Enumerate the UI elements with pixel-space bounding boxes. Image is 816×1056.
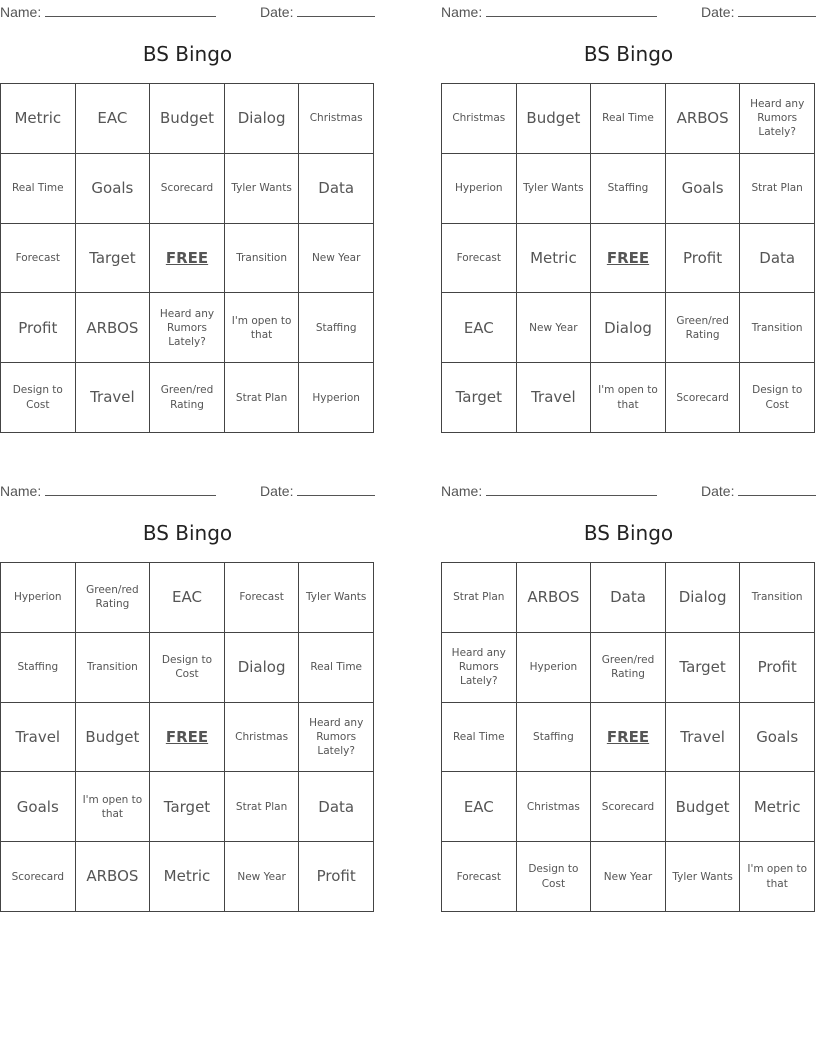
bingo-cell[interactable]: Tyler Wants xyxy=(225,154,300,224)
bingo-cell[interactable]: Goals xyxy=(666,154,741,224)
bingo-cell[interactable]: New Year xyxy=(225,842,300,912)
card-header xyxy=(441,2,816,20)
date-label: Date: xyxy=(260,4,294,20)
name-label: Name: xyxy=(441,4,483,20)
bingo-cell[interactable]: Heard any Rumors Lately? xyxy=(442,633,517,703)
free-space-cell[interactable]: FREE xyxy=(150,224,225,294)
bingo-cell[interactable]: Real Time xyxy=(1,154,76,224)
bingo-cell[interactable]: ARBOS xyxy=(666,84,741,154)
bingo-cell[interactable]: Christmas xyxy=(442,84,517,154)
card-header xyxy=(441,481,816,499)
bingo-cell[interactable]: ARBOS xyxy=(76,842,151,912)
date-label: Date: xyxy=(701,4,735,20)
bingo-cell[interactable]: EAC xyxy=(442,293,517,363)
date-field[interactable] xyxy=(701,2,816,20)
bingo-cell[interactable]: Strat Plan xyxy=(740,154,815,224)
name-field[interactable] xyxy=(441,2,657,20)
bingo-cell[interactable]: Real Time xyxy=(442,703,517,773)
bingo-cell[interactable]: Budget xyxy=(76,703,151,773)
name-blank-line[interactable] xyxy=(45,481,216,496)
name-blank-line[interactable] xyxy=(45,2,216,17)
bingo-grid xyxy=(0,562,374,912)
free-space-cell[interactable]: FREE xyxy=(591,703,666,773)
bingo-cell[interactable]: Target xyxy=(666,633,741,703)
bingo-cell[interactable]: Forecast xyxy=(1,224,76,294)
date-blank-line[interactable] xyxy=(738,2,816,17)
name-blank-line[interactable] xyxy=(486,2,657,17)
bingo-cell[interactable]: I'm open to that xyxy=(225,293,300,363)
bingo-cell[interactable]: Real Time xyxy=(299,633,374,703)
bingo-cell[interactable]: EAC xyxy=(150,563,225,633)
name-blank-line[interactable] xyxy=(486,481,657,496)
date-field[interactable] xyxy=(260,481,375,499)
bingo-cell[interactable]: Green/red Rating xyxy=(150,363,225,433)
bingo-cell[interactable]: Strat Plan xyxy=(442,563,517,633)
bingo-cell[interactable]: Dialog xyxy=(225,633,300,703)
bingo-cell[interactable]: Forecast xyxy=(442,224,517,294)
bingo-cell[interactable]: Budget xyxy=(517,84,592,154)
date-label: Date: xyxy=(701,483,735,499)
bingo-grid xyxy=(0,83,374,433)
bingo-cell[interactable]: Hyperion xyxy=(517,633,592,703)
bingo-cell[interactable]: Travel xyxy=(76,363,151,433)
bingo-cell[interactable]: Target xyxy=(442,363,517,433)
bingo-cell[interactable]: Travel xyxy=(666,703,741,773)
bingo-cell[interactable]: Transition xyxy=(76,633,151,703)
bingo-cell[interactable]: Hyperion xyxy=(299,363,374,433)
card-header xyxy=(0,481,375,499)
bingo-cell[interactable]: Design to Cost xyxy=(150,633,225,703)
bingo-cell[interactable]: Transition xyxy=(740,293,815,363)
bingo-cell[interactable]: I'm open to that xyxy=(591,363,666,433)
bingo-cell[interactable]: Forecast xyxy=(225,563,300,633)
bingo-cell[interactable]: Dialog xyxy=(666,563,741,633)
bingo-cell[interactable]: Tyler Wants xyxy=(299,563,374,633)
bingo-cell[interactable]: New Year xyxy=(299,224,374,294)
bingo-cell[interactable]: EAC xyxy=(442,772,517,842)
bingo-cell[interactable]: Christmas xyxy=(299,84,374,154)
name-label: Name: xyxy=(0,4,42,20)
bingo-cell[interactable]: Green/red Rating xyxy=(76,563,151,633)
bingo-cell[interactable]: New Year xyxy=(591,842,666,912)
bingo-grid xyxy=(441,83,815,433)
bingo-cell[interactable]: ARBOS xyxy=(517,563,592,633)
bingo-cell[interactable]: Goals xyxy=(740,703,815,773)
bingo-cell[interactable]: Design to Cost xyxy=(1,363,76,433)
bingo-cell[interactable]: EAC xyxy=(76,84,151,154)
card-title: BS Bingo xyxy=(583,521,674,545)
bingo-cell[interactable]: Hyperion xyxy=(1,563,76,633)
bingo-cell[interactable]: Goals xyxy=(1,772,76,842)
bingo-cell[interactable]: Profit xyxy=(1,293,76,363)
bingo-cell[interactable]: Staffing xyxy=(1,633,76,703)
card-title: BS Bingo xyxy=(142,521,233,545)
bingo-card xyxy=(441,0,816,440)
bingo-cell[interactable]: Metric xyxy=(517,224,592,294)
bingo-cell[interactable]: Travel xyxy=(1,703,76,773)
bingo-cell[interactable]: Scorecard xyxy=(591,772,666,842)
date-blank-line[interactable] xyxy=(738,481,816,496)
bingo-cell[interactable]: Strat Plan xyxy=(225,772,300,842)
bingo-cell[interactable]: Strat Plan xyxy=(225,363,300,433)
bingo-cell[interactable]: Target xyxy=(150,772,225,842)
free-space-cell[interactable]: FREE xyxy=(591,224,666,294)
bingo-cell[interactable]: Staffing xyxy=(591,154,666,224)
name-label: Name: xyxy=(441,483,483,499)
bingo-cell[interactable]: Design to Cost xyxy=(740,363,815,433)
bingo-card xyxy=(441,479,816,919)
bingo-cell[interactable]: Green/red Rating xyxy=(666,293,741,363)
bingo-cell[interactable]: Heard any Rumors Lately? xyxy=(740,84,815,154)
bingo-cell[interactable]: I'm open to that xyxy=(76,772,151,842)
bingo-cell[interactable]: Target xyxy=(76,224,151,294)
bingo-cell[interactable]: Staffing xyxy=(517,703,592,773)
date-field[interactable] xyxy=(260,2,375,20)
name-field[interactable] xyxy=(0,2,216,20)
date-blank-line[interactable] xyxy=(297,481,375,496)
date-blank-line[interactable] xyxy=(297,2,375,17)
bingo-cell[interactable]: Scorecard xyxy=(1,842,76,912)
bingo-cell[interactable]: Profit xyxy=(740,633,815,703)
bingo-cell[interactable]: Goals xyxy=(76,154,151,224)
bingo-cell[interactable]: Data xyxy=(740,224,815,294)
bingo-cell[interactable]: Design to Cost xyxy=(517,842,592,912)
bingo-cell[interactable]: Heard any Rumors Lately? xyxy=(299,703,374,773)
bingo-grid xyxy=(441,562,815,912)
name-label: Name: xyxy=(0,483,42,499)
bingo-cell[interactable]: Profit xyxy=(666,224,741,294)
bingo-cell[interactable]: Staffing xyxy=(299,293,374,363)
bingo-card xyxy=(0,479,375,919)
bingo-cell[interactable]: New Year xyxy=(517,293,592,363)
bingo-cell[interactable]: Budget xyxy=(666,772,741,842)
bingo-cell[interactable]: Profit xyxy=(299,842,374,912)
card-header xyxy=(0,2,375,20)
bingo-cell[interactable]: Christmas xyxy=(517,772,592,842)
bingo-cell[interactable]: Travel xyxy=(517,363,592,433)
bingo-cell[interactable]: Hyperion xyxy=(442,154,517,224)
bingo-cell[interactable]: Scorecard xyxy=(666,363,741,433)
date-field[interactable] xyxy=(701,481,816,499)
bingo-cell[interactable]: Scorecard xyxy=(150,154,225,224)
bingo-cell[interactable]: ARBOS xyxy=(76,293,151,363)
bingo-card xyxy=(0,0,375,440)
bingo-cell[interactable]: I'm open to that xyxy=(740,842,815,912)
bingo-cell[interactable]: Metric xyxy=(740,772,815,842)
bingo-cell[interactable]: Metric xyxy=(150,842,225,912)
free-space-cell[interactable]: FREE xyxy=(150,703,225,773)
bingo-cell[interactable]: Transition xyxy=(740,563,815,633)
bingo-cell[interactable]: Transition xyxy=(225,224,300,294)
bingo-cell[interactable]: Dialog xyxy=(225,84,300,154)
bingo-cell[interactable]: Forecast xyxy=(442,842,517,912)
bingo-cell[interactable]: Tyler Wants xyxy=(666,842,741,912)
name-field[interactable] xyxy=(441,481,657,499)
bingo-cell[interactable]: Data xyxy=(299,154,374,224)
bingo-cell[interactable]: Tyler Wants xyxy=(517,154,592,224)
bingo-cell[interactable]: Green/red Rating xyxy=(591,633,666,703)
bingo-cell[interactable]: Heard any Rumors Lately? xyxy=(150,293,225,363)
date-label: Date: xyxy=(260,483,294,499)
bingo-cell[interactable]: Dialog xyxy=(591,293,666,363)
bingo-cell[interactable]: Data xyxy=(591,563,666,633)
bingo-cell[interactable]: Real Time xyxy=(591,84,666,154)
bingo-cell[interactable]: Christmas xyxy=(225,703,300,773)
card-title: BS Bingo xyxy=(142,42,233,66)
bingo-cell[interactable]: Metric xyxy=(1,84,76,154)
bingo-cell[interactable]: Budget xyxy=(150,84,225,154)
card-title: BS Bingo xyxy=(583,42,674,66)
name-field[interactable] xyxy=(0,481,216,499)
bingo-cell[interactable]: Data xyxy=(299,772,374,842)
